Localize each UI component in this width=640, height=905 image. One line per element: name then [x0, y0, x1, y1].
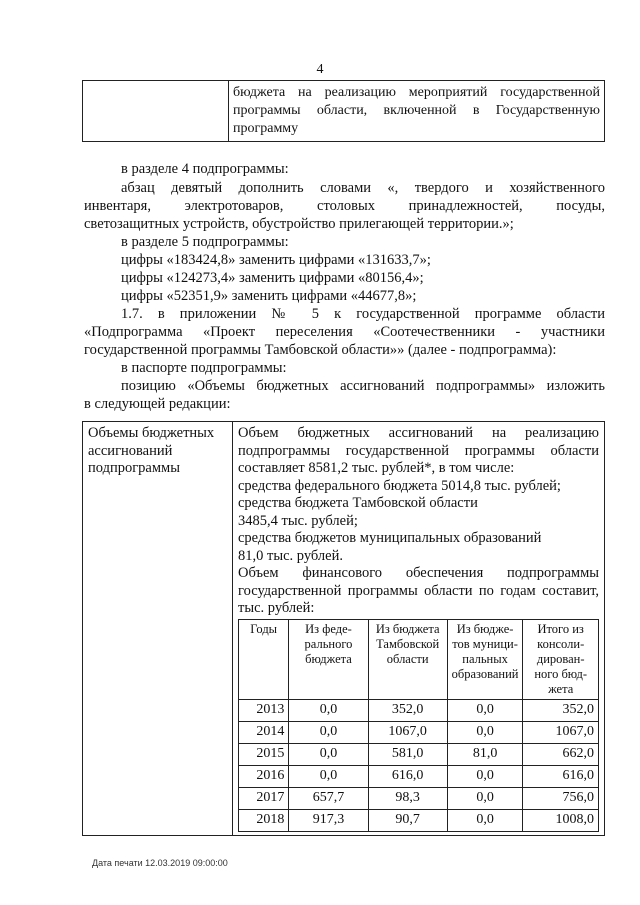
value-cell: 581,0: [368, 743, 447, 765]
value-cell: 352,0: [523, 699, 599, 721]
year-cell: 2013: [239, 699, 289, 721]
print-date: Дата печати 12.03.2019 09:00:00: [92, 858, 228, 868]
year-cell: 2018: [239, 809, 289, 831]
value-cell: 0,0: [447, 765, 523, 787]
value-cell: 0,0: [447, 699, 523, 721]
paragraph-line: в разделе 4 подпрограммы:: [121, 161, 289, 177]
empty-cell: [83, 81, 229, 142]
passport-line: средства федерального бюджета 5014,8 тыс. рублей;: [238, 477, 561, 494]
paragraph-line: инвентаря, электротоваров, столовых принадлежностей, посуды,: [84, 198, 605, 214]
passport-line: 3485,4 тыс. рублей;: [238, 512, 358, 529]
value-cell: 657,7: [289, 787, 368, 809]
passport-line: подпрограммы государственной программы области: [238, 442, 599, 459]
table-row: [239, 809, 599, 831]
year-cell: 2014: [239, 721, 289, 743]
passport-line: средства бюджетов муниципальных образований: [238, 530, 542, 546]
value-cell: 662,0: [523, 743, 599, 765]
table-row: [239, 743, 599, 765]
passport-line: государственной программы области по годам составит,: [238, 582, 599, 599]
column-header: Из бюджета Тамбовской области: [368, 619, 447, 699]
passport-table: [82, 421, 605, 836]
value-cell: 0,0: [447, 809, 523, 831]
table-row: [239, 787, 599, 809]
table-row: [239, 699, 599, 721]
year-cell: 2016: [239, 765, 289, 787]
value-cell: 616,0: [523, 765, 599, 787]
value-cell: 0,0: [289, 721, 368, 743]
column-header: Итого из консоли- дирован- ного бюд- жета: [523, 619, 599, 699]
passport-line: 81,0 тыс. рублей.: [238, 547, 343, 564]
value-cell: 756,0: [523, 787, 599, 809]
value-cell: 0,0: [289, 743, 368, 765]
value-cell: 0,0: [289, 765, 368, 787]
value-cell: 98,3: [368, 787, 447, 809]
value-cell: 0,0: [447, 721, 523, 743]
paragraph-line: «Подпрограмма «Проект переселения «Соотечественники - участники: [84, 324, 605, 340]
passport-line: тыс. рублей:: [238, 600, 315, 616]
passport-line: составляет 8581,2 тыс. рублей*, в том числе:: [238, 460, 515, 476]
paragraph-line: в паспорте подпрограммы:: [121, 360, 287, 376]
passport-line: Объем бюджетных ассигнований на реализацию: [238, 425, 599, 441]
paragraph-line: в следующей редакции:: [84, 396, 231, 412]
paragraph-line: позицию «Объемы бюджетных ассигнований подпрограммы» изложить: [121, 378, 605, 394]
page-number: 4: [316, 62, 324, 77]
table-row: [239, 721, 599, 743]
year-cell: 2017: [239, 787, 289, 809]
value-cell: 917,3: [289, 809, 368, 831]
years-table: [238, 619, 599, 832]
column-header: Годы: [239, 619, 289, 699]
value-cell: 90,7: [368, 809, 447, 831]
passport-line: средства бюджета Тамбовской области: [238, 495, 478, 511]
paragraph-line: светозащитных устройств, обустройство прилегающей территории.»;: [84, 216, 514, 232]
value-cell: 0,0: [447, 787, 523, 809]
paragraph-line: государственной программы Тамбовской области»» (далее - подпрограмма):: [84, 342, 557, 358]
paragraph-line: в разделе 5 подпрограммы:: [121, 234, 289, 250]
passport-label: Объемы бюджетных ассигнований подпрограммы: [88, 425, 215, 476]
paragraph-line: цифры «124273,4» заменить цифрами «80156,4»;: [121, 270, 424, 286]
table-row: [239, 765, 599, 787]
value-cell: 1008,0: [523, 809, 599, 831]
paragraph-line: абзац девятый дополнить словами «, твердого и хозяйственного: [121, 180, 605, 196]
passport-label-cell: [83, 422, 233, 836]
value-cell: 352,0: [368, 699, 447, 721]
paragraph-line: 1.7. в приложении № 5 к государственной программе области: [121, 306, 605, 322]
column-header: Из бюдже- тов муници- пальных образований: [447, 619, 523, 699]
continued-table: [82, 80, 605, 142]
value-cell: 1067,0: [523, 721, 599, 743]
value-cell: 0,0: [289, 699, 368, 721]
passport-line: Объем финансового обеспечения подпрограммы: [238, 565, 599, 581]
paragraph-line: цифры «183424,8» заменить цифрами «131633,7»;: [121, 252, 431, 268]
paragraph-line: цифры «52351,9» заменить цифрами «44677,8»;: [121, 288, 417, 304]
passport-value-cell: [233, 422, 605, 836]
value-cell: 616,0: [368, 765, 447, 787]
value-cell: 1067,0: [368, 721, 447, 743]
year-cell: 2015: [239, 743, 289, 765]
value-cell: 81,0: [447, 743, 523, 765]
column-header: Из феде- рального бюджета: [289, 619, 368, 699]
continued-text: бюджета на реализацию мероприятий государственной программы области, включенной в Государственную программу: [229, 81, 605, 142]
